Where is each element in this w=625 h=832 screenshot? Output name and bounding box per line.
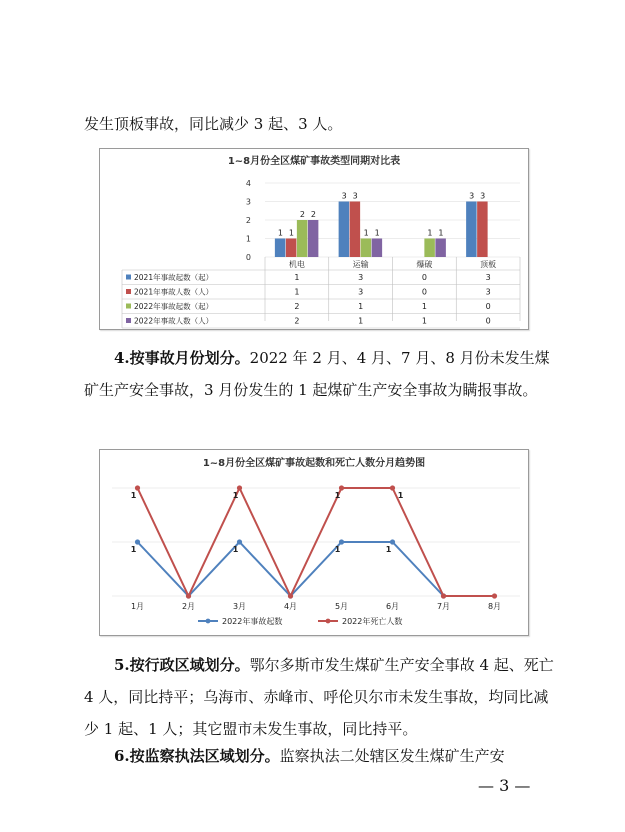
- bar-mark: [350, 202, 361, 258]
- line-xtick-label: 3月: [232, 602, 247, 611]
- line-point: [135, 539, 140, 544]
- bar-ytick-label: 0: [245, 253, 251, 262]
- line-data-label: 1: [130, 545, 137, 554]
- table-cell: 0: [485, 302, 491, 311]
- line-point: [186, 593, 191, 598]
- bar-data-label: 1: [374, 228, 380, 238]
- bar-mark: [372, 239, 383, 258]
- line-data-label: 1: [397, 491, 404, 500]
- bar-data-label: 3: [469, 191, 475, 201]
- legend-swatch: [126, 275, 131, 280]
- bar-mark: [297, 220, 308, 257]
- bar-data-label: 2: [310, 210, 316, 219]
- bar-data-label: 3: [341, 191, 347, 201]
- table-cell: 0: [421, 273, 427, 282]
- paragraph-4-text: 监察执法二处辖区发生煤矿生产安: [279, 747, 505, 765]
- bar-mark: [435, 239, 446, 258]
- line-data-label: 1: [334, 545, 341, 554]
- bar-mark: [361, 239, 372, 258]
- line-point: [339, 485, 344, 490]
- table-cell: 1: [294, 273, 300, 282]
- line-xtick-label: 1月: [130, 602, 145, 611]
- paragraph-1: 发生顶板事故，同比减少 3 起、3 人。: [84, 115, 343, 133]
- line-point: [441, 593, 446, 598]
- bar-mark: [466, 202, 477, 258]
- heading-region: 5.按行政区域划分。: [114, 656, 250, 674]
- table-cell: 3: [358, 273, 364, 282]
- line-point: [390, 539, 395, 544]
- bar-mark: [308, 220, 319, 257]
- legend-label: 2022年事故起数: [222, 617, 283, 626]
- table-row-label: 2022年事故人数（人）: [134, 316, 214, 326]
- paragraph-4: [84, 740, 554, 772]
- bar-data-label: 3: [480, 191, 486, 201]
- line-data-label: 1: [334, 491, 341, 500]
- bar-category-label: 爆破: [416, 260, 433, 269]
- bar-mark: [286, 239, 297, 258]
- heading-supervision: 6.按监察执法区域划分。: [114, 747, 280, 765]
- line-point: [492, 593, 497, 598]
- table-cell: 3: [358, 287, 364, 297]
- table-cell: 2: [294, 302, 300, 311]
- paragraph-3: [84, 649, 554, 745]
- bar-ytick-label: 4: [245, 179, 251, 188]
- line-xtick-label: 5月: [334, 602, 349, 611]
- table-cell: 3: [485, 273, 491, 282]
- legend-swatch: [126, 289, 131, 294]
- line-point: [237, 539, 242, 544]
- line-xtick-label: 4月: [283, 602, 298, 611]
- legend-swatch: [126, 304, 131, 309]
- legend-label: 2022年死亡人数: [342, 617, 403, 626]
- bar-data-label: 1: [288, 228, 294, 238]
- paragraph-3-text: 鄂尔多斯市发生煤矿生产安全事故 4 起、死亡 4 人，同比持平；乌海市、赤峰市、呼伦贝尔市未发生事故，均同比减少 1 起、1 人；其它盟市未发生事故，同比持平。: [84, 656, 554, 738]
- line-chart-title: 1~8月份全区煤矿事故起数和死亡人数分月趋势图: [202, 458, 426, 469]
- line-data-label: 1: [385, 545, 392, 554]
- bar-data-label: 1: [427, 228, 433, 238]
- legend-marker: [206, 619, 211, 624]
- legend-swatch: [126, 318, 131, 323]
- bar-data-label: 1: [438, 228, 444, 238]
- bar-mark: [424, 239, 435, 258]
- table-cell: 1: [421, 316, 427, 326]
- bar-data-label: 2: [299, 210, 305, 219]
- line-data-label: 1: [130, 491, 137, 500]
- bar-category-label: 顶板: [480, 260, 497, 269]
- line-xtick-label: 6月: [385, 602, 400, 611]
- table-row-label: 2021年事故人数（人）: [134, 287, 214, 297]
- paragraph-2: [84, 342, 554, 406]
- bar-data-label: 1: [277, 228, 283, 238]
- line-chart-box: [99, 449, 529, 636]
- bar-ytick-label: 2: [245, 216, 251, 225]
- table-cell: 3: [485, 287, 491, 297]
- bar-data-label: 1: [363, 228, 369, 238]
- table-cell: 1: [294, 287, 300, 297]
- bar-chart: [100, 149, 528, 329]
- line-xtick-label: 2月: [181, 602, 196, 611]
- page-number: — 3 —: [478, 776, 531, 795]
- legend-marker: [326, 619, 331, 624]
- paragraph-2-text: 2022 年 2 月、4 月、7 月、8 月份未发生煤矿生产安全事故，3 月份发生的 1 起煤矿生产安全事故为瞒报事故。: [84, 349, 550, 399]
- bar-mark: [275, 239, 286, 258]
- line-data-label: 1: [232, 491, 239, 500]
- table-row-label: 2021年事故起数（起）: [134, 273, 214, 282]
- line-data-label: 1: [232, 545, 239, 554]
- bar-ytick-label: 1: [245, 234, 251, 244]
- table-cell: 2: [294, 316, 300, 326]
- line-point: [339, 539, 344, 544]
- heading-month: 4.按事故月份划分。: [114, 349, 250, 367]
- line-point: [390, 485, 395, 490]
- bar-ytick-label: 3: [245, 197, 251, 207]
- table-cell: 0: [421, 287, 427, 297]
- line-point: [237, 485, 242, 490]
- bar-category-label: 机电: [288, 260, 305, 269]
- table-cell: 1: [421, 302, 427, 311]
- bar-data-label: 3: [352, 191, 358, 201]
- line-series-path: [138, 542, 444, 596]
- line-xtick-label: 7月: [436, 602, 451, 611]
- table-row-label: 2022年事故起数（起）: [134, 302, 214, 311]
- line-xtick-label: 8月: [487, 602, 502, 611]
- line-point: [135, 485, 140, 490]
- bar-mark: [477, 202, 488, 258]
- bar-chart-box: [99, 148, 529, 330]
- line-chart: [100, 450, 528, 635]
- bar-chart-title: 1~8月份全区煤矿事故类型同期对比表: [227, 156, 401, 167]
- line-point: [288, 593, 293, 598]
- table-cell: 1: [358, 302, 364, 311]
- bar-category-label: 运输: [352, 260, 369, 269]
- table-cell: 1: [358, 316, 364, 326]
- bar-mark: [339, 202, 350, 258]
- table-cell: 0: [485, 316, 491, 326]
